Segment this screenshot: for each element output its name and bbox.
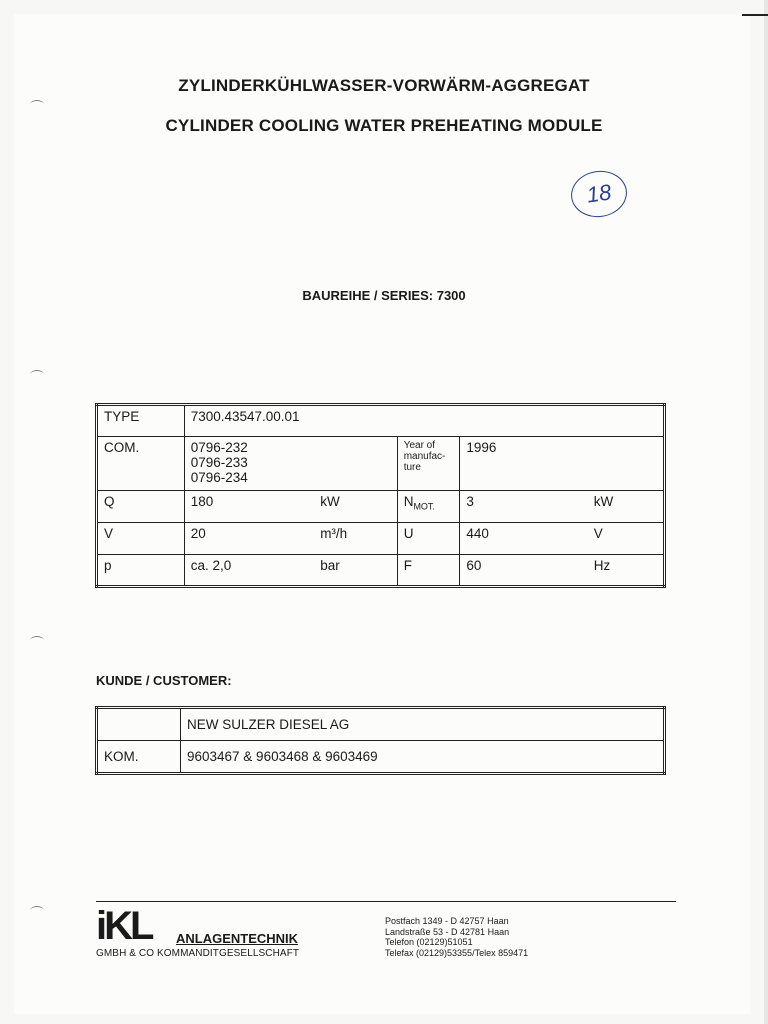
address-line: Postfach 1349 - D 42757 Haan bbox=[385, 916, 509, 926]
company-name: ANLAGENTECHNIK bbox=[176, 931, 299, 946]
company-address bbox=[385, 916, 528, 958]
company-subtitle: GMBH & CO KOMMANDITGESELLSCHAFT bbox=[96, 948, 300, 959]
param-label: F bbox=[397, 555, 460, 587]
param-unit: kW bbox=[314, 491, 397, 523]
address-line: Landstraße 53 - D 42781 Haan bbox=[385, 926, 510, 937]
table-row bbox=[97, 405, 665, 437]
punch-hole-mark bbox=[30, 370, 44, 379]
param-label: Q bbox=[97, 491, 185, 523]
com-value: 0796-233 bbox=[190, 455, 248, 470]
table-row bbox=[97, 708, 665, 741]
param-value: 180 bbox=[184, 491, 314, 523]
param-label: U bbox=[397, 523, 460, 555]
table-row bbox=[97, 555, 665, 587]
address-line: Telefax (02129)53355/Telex 859471 bbox=[385, 947, 529, 958]
param-label: $N_{MOT.}$ bbox=[397, 491, 460, 523]
customer-label-empty bbox=[97, 708, 181, 741]
year-of-manufacture-label: Year of manufac- ture bbox=[397, 437, 460, 491]
customer-name: NEW SULZER DIESEL AG bbox=[181, 708, 665, 741]
customer-table bbox=[95, 706, 666, 775]
com-value: 0796-232 bbox=[190, 440, 248, 455]
punch-hole-mark bbox=[30, 100, 44, 109]
spec-table bbox=[95, 403, 666, 588]
year-of-manufacture-value: 1996 bbox=[460, 437, 665, 491]
series-heading: BAUREIHE / SERIES: 7300 bbox=[302, 288, 466, 303]
param-unit: m³/h bbox=[314, 523, 397, 555]
param-value: 440 bbox=[460, 523, 588, 555]
table-row bbox=[97, 523, 665, 555]
table-row bbox=[97, 437, 665, 491]
table-row bbox=[97, 741, 665, 774]
page-edge bbox=[764, 0, 768, 1024]
kom-label: KOM. bbox=[97, 741, 181, 774]
table-row bbox=[97, 491, 665, 523]
param-unit: V bbox=[588, 523, 665, 555]
param-unit: bar bbox=[314, 555, 397, 587]
type-label: TYPE bbox=[97, 405, 185, 437]
param-label: V bbox=[97, 523, 185, 555]
param-value: 20 bbox=[184, 523, 314, 555]
com-label: COM. bbox=[97, 437, 185, 491]
address-line: Telefon (02129)51051 bbox=[385, 937, 473, 947]
title-german: ZYLINDERKÜHLWASSER-VORWÄRM-AGGREGAT bbox=[178, 76, 590, 95]
param-value: 3 bbox=[460, 491, 588, 523]
param-label: p bbox=[97, 555, 185, 587]
param-unit: kW bbox=[588, 491, 665, 523]
company-logo bbox=[96, 906, 336, 962]
scan-mark bbox=[742, 14, 768, 16]
customer-heading: KUNDE / CUSTOMER: bbox=[96, 673, 232, 688]
com-value: 0796-234 bbox=[190, 470, 248, 485]
footer-divider bbox=[96, 901, 676, 902]
com-values bbox=[184, 437, 397, 491]
punch-hole-mark bbox=[30, 906, 44, 915]
title-english: CYLINDER COOLING WATER PREHEATING MODULE bbox=[165, 116, 603, 135]
logo-mark: iKL bbox=[96, 904, 152, 948]
punch-hole-mark bbox=[30, 636, 44, 645]
param-value: ca. 2,0 bbox=[184, 555, 314, 587]
param-value: 60 bbox=[460, 555, 588, 587]
param-unit: Hz bbox=[588, 555, 665, 587]
kom-value: 9603467 & 9603468 & 9603469 bbox=[181, 741, 665, 774]
handwritten-page-number: 18 bbox=[568, 167, 630, 220]
type-value: 7300.43547.00.01 bbox=[184, 405, 664, 437]
